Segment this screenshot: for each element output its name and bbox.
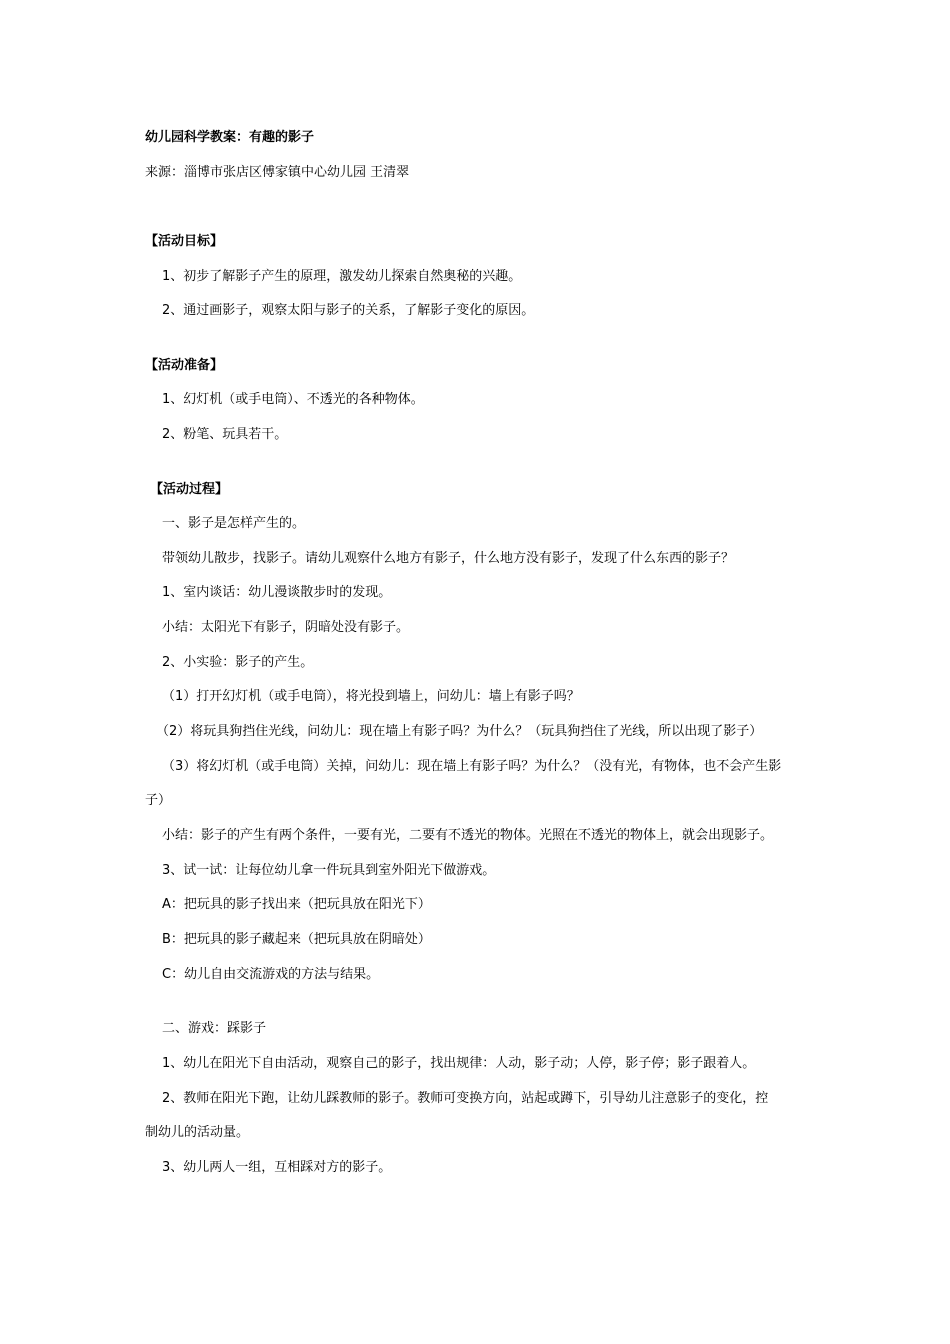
process-line: （3）将幻灯机（或手电筒）关掉，问幼儿：现在墙上有影子吗？为什么？（没有光，有物体，也不会产生影 xyxy=(162,759,782,774)
goals-item-2: 2、通过画影子，观察太阳与影子的关系，了解影子变化的原因。 xyxy=(162,303,535,318)
process-line: 2、小实验：影子的产生。 xyxy=(162,655,314,670)
process-line: （1）打开幻灯机（或手电筒），将光投到墙上，问幼儿：墙上有影子吗？ xyxy=(162,689,580,704)
preparation-item-2: 2、粉笔、玩具若干。 xyxy=(162,427,288,442)
preparation-heading: 【活动准备】 xyxy=(145,358,224,373)
document-title: 幼儿园科学教案：有趣的影子 xyxy=(145,130,315,145)
process-line: 子） xyxy=(145,793,172,808)
game-line: 制幼儿的活动量。 xyxy=(145,1125,250,1140)
game-line: 2、教师在阳光下跑，让幼儿踩教师的影子。教师可变换方向，站起或蹲下，引导幼儿注意影子的变化，控 xyxy=(162,1091,769,1106)
process-line: 小结：影子的产生有两个条件，一要有光，二要有不透光的物体。光照在不透光的物体上，就会出现影子。 xyxy=(162,828,774,843)
game-line: 3、幼儿两人一组，互相踩对方的影子。 xyxy=(162,1160,392,1175)
process-line: 小结：太阳光下有影子，阴暗处没有影子。 xyxy=(162,620,410,635)
process-line: 带领幼儿散步，找影子。请幼儿观察什么地方有影子，什么地方没有影子，发现了什么东西的影子？ xyxy=(162,551,735,566)
process-heading: 【活动过程】 xyxy=(150,482,229,497)
process-line: 1、室内谈话：幼儿漫谈散步时的发现。 xyxy=(162,585,392,600)
process-line: A：把玩具的影子找出来（把玩具放在阳光下） xyxy=(162,897,431,912)
process-line: 一、影子是怎样产生的。 xyxy=(162,516,306,531)
process-line: C：幼儿自由交流游戏的方法与结果。 xyxy=(162,967,380,982)
game-line: 1、幼儿在阳光下自由活动，观察自己的影子，找出规律：人动，影子动；人停，影子停；影子跟着人。 xyxy=(162,1056,756,1071)
goals-heading: 【活动目标】 xyxy=(145,234,224,249)
document-source: 来源：淄博市张店区傅家镇中心幼儿园 王清翠 xyxy=(145,165,410,180)
goals-item-1: 1、初步了解影子产生的原理，激发幼儿探索自然奥秘的兴趣。 xyxy=(162,269,522,284)
preparation-item-1: 1、幻灯机（或手电筒）、不透光的各种物体。 xyxy=(162,392,424,407)
process-line: （2）将玩具狗挡住光线，问幼儿：现在墙上有影子吗？为什么？（玩具狗挡住了光线，所以出现了影子） xyxy=(156,724,763,739)
process-line: B：把玩具的影子藏起来（把玩具放在阴暗处） xyxy=(162,932,431,947)
process-line: 3、试一试：让每位幼儿拿一件玩具到室外阳光下做游戏。 xyxy=(162,863,496,878)
game-heading: 二、游戏：踩影子 xyxy=(162,1021,267,1036)
